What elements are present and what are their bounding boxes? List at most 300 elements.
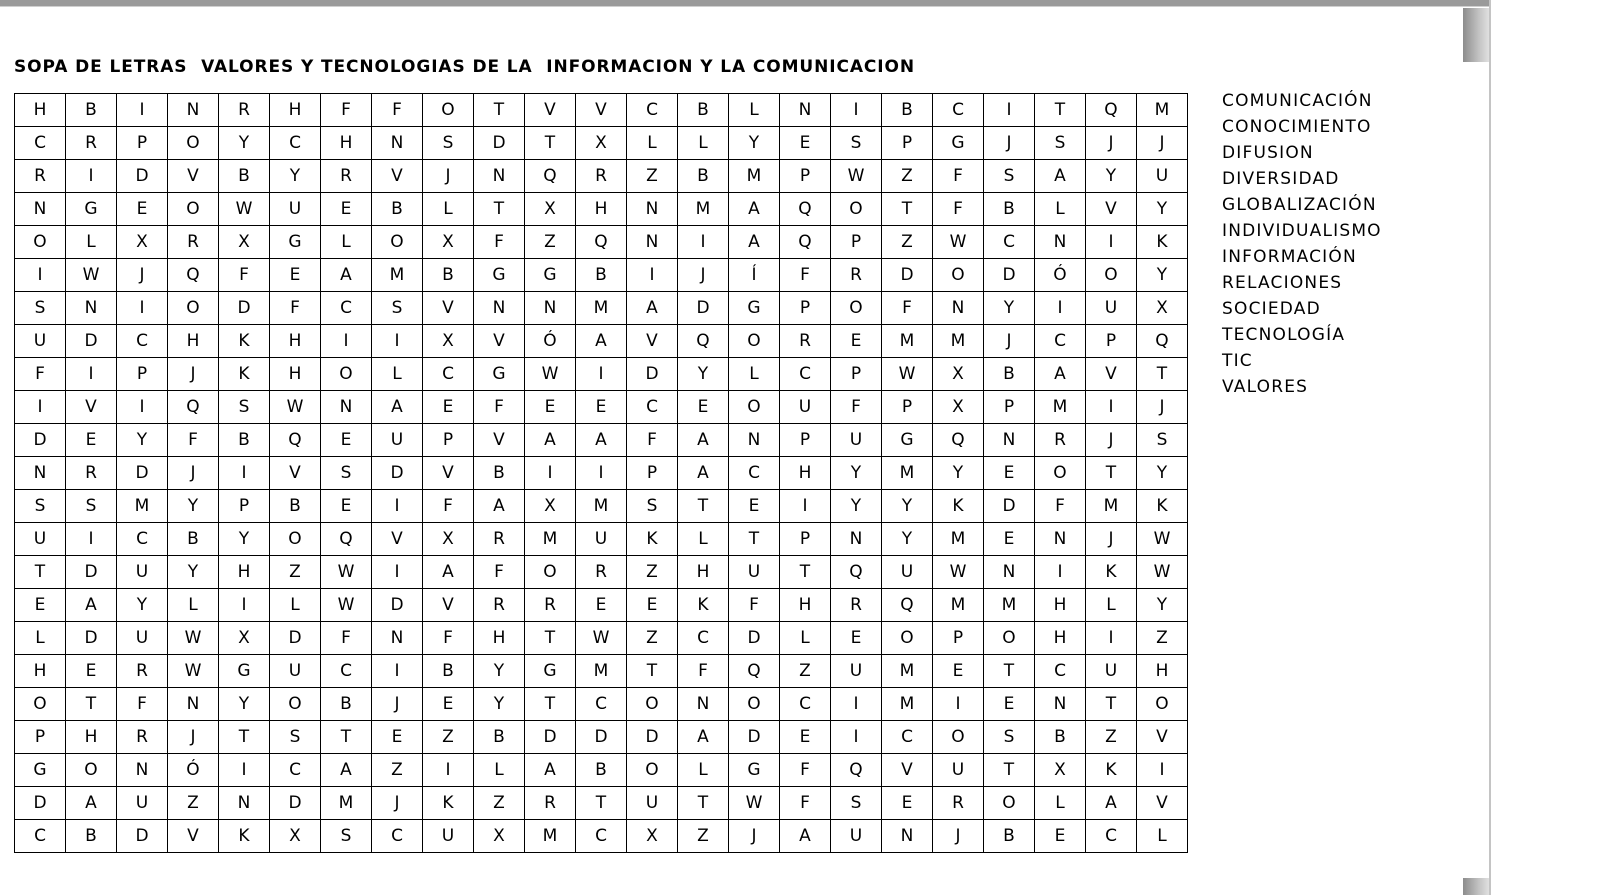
grid-cell: V bbox=[1137, 787, 1188, 820]
word-list-item: INDIVIDUALISMO bbox=[1222, 221, 1382, 241]
grid-cell: C bbox=[270, 754, 321, 787]
grid-cell: I bbox=[678, 226, 729, 259]
grid-cell: Q bbox=[576, 226, 627, 259]
word-list-item: CONOCIMIENTO bbox=[1222, 117, 1372, 137]
grid-cell: K bbox=[423, 787, 474, 820]
grid-cell: F bbox=[780, 754, 831, 787]
grid-cell: B bbox=[882, 94, 933, 127]
grid-cell: S bbox=[372, 292, 423, 325]
grid-cell: O bbox=[984, 787, 1035, 820]
grid-cell: D bbox=[627, 358, 678, 391]
grid-cell: Z bbox=[780, 655, 831, 688]
grid-cell: M bbox=[678, 193, 729, 226]
grid-cell: R bbox=[15, 160, 66, 193]
grid-row bbox=[15, 457, 1188, 490]
grid-cell: I bbox=[576, 457, 627, 490]
grid-cell: Y bbox=[474, 688, 525, 721]
grid-cell: L bbox=[1086, 589, 1137, 622]
grid-cell: U bbox=[117, 787, 168, 820]
grid-cell: F bbox=[678, 655, 729, 688]
grid-cell: N bbox=[66, 292, 117, 325]
grid-cell: W bbox=[933, 226, 984, 259]
grid-cell: U bbox=[270, 193, 321, 226]
grid-cell: R bbox=[66, 457, 117, 490]
grid-cell: K bbox=[627, 523, 678, 556]
grid-cell: B bbox=[678, 160, 729, 193]
grid-cell: V bbox=[1086, 358, 1137, 391]
grid-cell: U bbox=[15, 325, 66, 358]
grid-cell: O bbox=[270, 523, 321, 556]
word-list-item: GLOBALIZACIÓN bbox=[1222, 195, 1377, 215]
grid-cell: R bbox=[66, 127, 117, 160]
grid-cell: Q bbox=[270, 424, 321, 457]
grid-cell: N bbox=[780, 94, 831, 127]
grid-cell: B bbox=[984, 193, 1035, 226]
grid-cell: O bbox=[372, 226, 423, 259]
grid-cell: E bbox=[66, 655, 117, 688]
word-list-item: DIFUSION bbox=[1222, 143, 1314, 163]
grid-cell: H bbox=[1035, 589, 1086, 622]
grid-cell: U bbox=[15, 523, 66, 556]
grid-cell: R bbox=[576, 556, 627, 589]
grid-cell: O bbox=[15, 226, 66, 259]
grid-cell: P bbox=[117, 127, 168, 160]
grid-cell: T bbox=[576, 787, 627, 820]
word-list-item: TECNOLOGÍA bbox=[1222, 325, 1346, 345]
grid-cell: A bbox=[525, 424, 576, 457]
grid-cell: W bbox=[321, 556, 372, 589]
grid-cell: V bbox=[423, 292, 474, 325]
grid-cell: Q bbox=[729, 655, 780, 688]
grid-cell: V bbox=[576, 94, 627, 127]
grid-cell: E bbox=[15, 589, 66, 622]
grid-cell: E bbox=[984, 457, 1035, 490]
grid-cell: Z bbox=[882, 226, 933, 259]
grid-cell: J bbox=[372, 787, 423, 820]
grid-cell: J bbox=[1086, 523, 1137, 556]
grid-cell: N bbox=[15, 193, 66, 226]
grid-cell: C bbox=[1035, 655, 1086, 688]
grid-cell: S bbox=[66, 490, 117, 523]
grid-cell: L bbox=[678, 523, 729, 556]
grid-cell: A bbox=[627, 292, 678, 325]
grid-cell: Í bbox=[729, 259, 780, 292]
grid-cell: I bbox=[627, 259, 678, 292]
grid-row bbox=[15, 820, 1188, 853]
grid-cell: H bbox=[678, 556, 729, 589]
grid-cell: P bbox=[933, 622, 984, 655]
grid-cell: L bbox=[729, 358, 780, 391]
grid-cell: L bbox=[66, 226, 117, 259]
grid-cell: B bbox=[66, 820, 117, 853]
grid-cell: X bbox=[117, 226, 168, 259]
grid-cell: T bbox=[678, 787, 729, 820]
grid-cell: B bbox=[423, 259, 474, 292]
grid-cell: C bbox=[576, 820, 627, 853]
grid-cell: N bbox=[984, 424, 1035, 457]
grid-cell: H bbox=[474, 622, 525, 655]
grid-cell: W bbox=[270, 391, 321, 424]
grid-cell: W bbox=[66, 259, 117, 292]
grid-cell: N bbox=[168, 94, 219, 127]
grid-cell: T bbox=[525, 688, 576, 721]
grid-cell: Y bbox=[219, 523, 270, 556]
grid-cell: Y bbox=[1137, 259, 1188, 292]
grid-cell: S bbox=[321, 820, 372, 853]
grid-cell: Ó bbox=[1035, 259, 1086, 292]
grid-cell: O bbox=[1137, 688, 1188, 721]
grid-cell: I bbox=[372, 655, 423, 688]
grid-cell: I bbox=[1035, 556, 1086, 589]
grid-cell: H bbox=[66, 721, 117, 754]
grid-cell: S bbox=[627, 490, 678, 523]
page-right-edge bbox=[1489, 0, 1491, 895]
grid-row bbox=[15, 358, 1188, 391]
grid-cell: B bbox=[984, 358, 1035, 391]
grid-cell: J bbox=[678, 259, 729, 292]
grid-cell: A bbox=[525, 754, 576, 787]
grid-cell: Y bbox=[117, 424, 168, 457]
grid-cell: D bbox=[117, 820, 168, 853]
grid-cell: C bbox=[15, 820, 66, 853]
grid-cell: C bbox=[627, 94, 678, 127]
grid-cell: A bbox=[678, 721, 729, 754]
grid-cell: I bbox=[117, 391, 168, 424]
grid-cell: N bbox=[168, 688, 219, 721]
grid-cell: X bbox=[474, 820, 525, 853]
grid-cell: I bbox=[831, 721, 882, 754]
grid-cell: V bbox=[372, 160, 423, 193]
grid-cell: X bbox=[576, 127, 627, 160]
grid-cell: O bbox=[321, 358, 372, 391]
grid-cell: I bbox=[66, 358, 117, 391]
grid-cell: N bbox=[474, 160, 525, 193]
grid-cell: Ó bbox=[168, 754, 219, 787]
grid-cell: I bbox=[117, 94, 168, 127]
grid-cell: X bbox=[423, 325, 474, 358]
grid-cell: P bbox=[831, 358, 882, 391]
grid-cell: D bbox=[270, 787, 321, 820]
grid-cell: C bbox=[321, 655, 372, 688]
grid-cell: L bbox=[423, 193, 474, 226]
grid-cell: W bbox=[525, 358, 576, 391]
grid-cell: N bbox=[678, 688, 729, 721]
grid-cell: B bbox=[423, 655, 474, 688]
grid-row bbox=[15, 193, 1188, 226]
grid-cell: U bbox=[576, 523, 627, 556]
grid-cell: S bbox=[1137, 424, 1188, 457]
grid-cell: V bbox=[882, 754, 933, 787]
grid-cell: X bbox=[627, 820, 678, 853]
grid-cell: V bbox=[474, 424, 525, 457]
grid-cell: B bbox=[219, 424, 270, 457]
grid-cell: D bbox=[117, 160, 168, 193]
grid-cell: N bbox=[219, 787, 270, 820]
grid-cell: V bbox=[423, 589, 474, 622]
grid-cell: E bbox=[117, 193, 168, 226]
grid-cell: A bbox=[321, 259, 372, 292]
grid-cell: E bbox=[729, 490, 780, 523]
grid-cell: L bbox=[270, 589, 321, 622]
grid-cell: S bbox=[15, 292, 66, 325]
grid-cell: Q bbox=[780, 193, 831, 226]
grid-cell: F bbox=[372, 94, 423, 127]
grid-cell: O bbox=[1086, 259, 1137, 292]
grid-cell: U bbox=[117, 622, 168, 655]
grid-cell: G bbox=[15, 754, 66, 787]
word-list-item: VALORES bbox=[1222, 377, 1309, 397]
grid-cell: D bbox=[15, 787, 66, 820]
grid-cell: O bbox=[66, 754, 117, 787]
grid-cell: G bbox=[474, 259, 525, 292]
grid-cell: P bbox=[219, 490, 270, 523]
grid-cell: A bbox=[576, 424, 627, 457]
grid-row bbox=[15, 556, 1188, 589]
grid-cell: K bbox=[933, 490, 984, 523]
grid-cell: I bbox=[831, 688, 882, 721]
grid-cell: T bbox=[1086, 457, 1137, 490]
page-title: SOPA DE LETRAS VALORES Y TECNOLOGIAS DE LA INFORMACION Y LA COMUNICACION bbox=[14, 57, 915, 77]
grid-cell: Y bbox=[219, 127, 270, 160]
grid-cell: N bbox=[1035, 226, 1086, 259]
grid-row bbox=[15, 754, 1188, 787]
grid-cell: S bbox=[984, 160, 1035, 193]
grid-cell: C bbox=[117, 523, 168, 556]
grid-cell: E bbox=[780, 721, 831, 754]
grid-cell: P bbox=[984, 391, 1035, 424]
grid-row bbox=[15, 94, 1188, 127]
grid-cell: U bbox=[831, 424, 882, 457]
grid-cell: L bbox=[1137, 820, 1188, 853]
grid-cell: G bbox=[882, 424, 933, 457]
grid-cell: R bbox=[474, 589, 525, 622]
grid-cell: I bbox=[984, 94, 1035, 127]
grid-cell: Y bbox=[678, 358, 729, 391]
scrollbar-thumb[interactable] bbox=[1463, 8, 1489, 62]
grid-cell: N bbox=[984, 556, 1035, 589]
grid-cell: L bbox=[168, 589, 219, 622]
grid-row bbox=[15, 391, 1188, 424]
grid-cell: O bbox=[933, 721, 984, 754]
grid-cell: I bbox=[1086, 226, 1137, 259]
grid-cell: Z bbox=[1086, 721, 1137, 754]
grid-cell: O bbox=[729, 325, 780, 358]
grid-cell: I bbox=[831, 94, 882, 127]
grid-cell: K bbox=[1137, 490, 1188, 523]
grid-cell: I bbox=[423, 754, 474, 787]
grid-cell: R bbox=[321, 160, 372, 193]
grid-cell: E bbox=[321, 193, 372, 226]
grid-row bbox=[15, 259, 1188, 292]
grid-cell: G bbox=[474, 358, 525, 391]
grid-cell: L bbox=[1035, 193, 1086, 226]
grid-cell: H bbox=[576, 193, 627, 226]
word-search-grid bbox=[14, 93, 1188, 853]
grid-cell: I bbox=[66, 523, 117, 556]
grid-cell: P bbox=[627, 457, 678, 490]
grid-cell: H bbox=[1137, 655, 1188, 688]
word-list bbox=[1222, 88, 1382, 400]
grid-cell: J bbox=[933, 820, 984, 853]
grid-cell: R bbox=[831, 259, 882, 292]
grid-cell: A bbox=[780, 820, 831, 853]
grid-cell: I bbox=[933, 688, 984, 721]
grid-cell: H bbox=[168, 325, 219, 358]
grid-cell: S bbox=[219, 391, 270, 424]
grid-cell: I bbox=[117, 292, 168, 325]
grid-cell: G bbox=[219, 655, 270, 688]
grid-cell: N bbox=[1035, 523, 1086, 556]
grid-cell: T bbox=[882, 193, 933, 226]
grid-cell: M bbox=[882, 688, 933, 721]
grid-row bbox=[15, 292, 1188, 325]
grid-cell: X bbox=[1137, 292, 1188, 325]
grid-cell: M bbox=[117, 490, 168, 523]
grid-cell: O bbox=[933, 259, 984, 292]
grid-cell: R bbox=[168, 226, 219, 259]
grid-cell: D bbox=[66, 556, 117, 589]
grid-cell: Y bbox=[219, 688, 270, 721]
grid-cell: D bbox=[984, 259, 1035, 292]
grid-cell: O bbox=[729, 391, 780, 424]
grid-cell: T bbox=[474, 94, 525, 127]
grid-cell: R bbox=[831, 589, 882, 622]
grid-cell: F bbox=[882, 292, 933, 325]
grid-cell: Y bbox=[882, 523, 933, 556]
grid-row bbox=[15, 523, 1188, 556]
grid-cell: Z bbox=[168, 787, 219, 820]
grid-cell: K bbox=[219, 358, 270, 391]
grid-cell: C bbox=[15, 127, 66, 160]
grid-cell: L bbox=[780, 622, 831, 655]
grid-cell: L bbox=[1035, 787, 1086, 820]
grid-cell: E bbox=[321, 424, 372, 457]
grid-cell: W bbox=[933, 556, 984, 589]
grid-cell: O bbox=[270, 688, 321, 721]
scrollbar-bottom-thumb[interactable] bbox=[1463, 878, 1489, 895]
grid-cell: M bbox=[576, 490, 627, 523]
grid-cell: X bbox=[423, 523, 474, 556]
grid-cell: J bbox=[1086, 424, 1137, 457]
grid-cell: Y bbox=[1137, 193, 1188, 226]
grid-cell: K bbox=[1137, 226, 1188, 259]
grid-cell: X bbox=[933, 391, 984, 424]
grid-cell: C bbox=[1086, 820, 1137, 853]
grid-cell: V bbox=[66, 391, 117, 424]
grid-cell: M bbox=[882, 325, 933, 358]
grid-cell: K bbox=[1086, 556, 1137, 589]
grid-cell: L bbox=[372, 358, 423, 391]
grid-cell: V bbox=[372, 523, 423, 556]
grid-cell: J bbox=[423, 160, 474, 193]
grid-cell: R bbox=[780, 325, 831, 358]
grid-cell: O bbox=[729, 688, 780, 721]
grid-cell: T bbox=[1035, 94, 1086, 127]
grid-cell: I bbox=[219, 457, 270, 490]
grid-cell: L bbox=[474, 754, 525, 787]
grid-cell: E bbox=[831, 325, 882, 358]
grid-cell: J bbox=[984, 325, 1035, 358]
grid-cell: T bbox=[984, 655, 1035, 688]
grid-cell: O bbox=[627, 688, 678, 721]
grid-cell: D bbox=[66, 622, 117, 655]
grid-cell: E bbox=[66, 424, 117, 457]
grid-cell: U bbox=[627, 787, 678, 820]
grid-cell: O bbox=[423, 94, 474, 127]
grid-cell: M bbox=[984, 589, 1035, 622]
grid-cell: B bbox=[1035, 721, 1086, 754]
grid-cell: Y bbox=[270, 160, 321, 193]
grid-cell: N bbox=[372, 127, 423, 160]
grid-cell: T bbox=[474, 193, 525, 226]
grid-cell: J bbox=[984, 127, 1035, 160]
grid-cell: I bbox=[576, 358, 627, 391]
grid-cell: E bbox=[423, 688, 474, 721]
grid-cell: F bbox=[780, 259, 831, 292]
grid-cell: Ó bbox=[525, 325, 576, 358]
grid-cell: U bbox=[423, 820, 474, 853]
grid-cell: C bbox=[780, 688, 831, 721]
grid-cell: C bbox=[882, 721, 933, 754]
grid-cell: W bbox=[168, 655, 219, 688]
grid-cell: F bbox=[627, 424, 678, 457]
grid-cell: C bbox=[780, 358, 831, 391]
grid-cell: U bbox=[270, 655, 321, 688]
grid-cell: F bbox=[321, 94, 372, 127]
grid-cell: N bbox=[933, 292, 984, 325]
grid-cell: M bbox=[525, 523, 576, 556]
grid-cell: Y bbox=[882, 490, 933, 523]
grid-cell: Y bbox=[117, 589, 168, 622]
grid-cell: U bbox=[882, 556, 933, 589]
grid-cell: E bbox=[321, 490, 372, 523]
grid-cell: U bbox=[729, 556, 780, 589]
grid-cell: P bbox=[882, 391, 933, 424]
grid-cell: N bbox=[474, 292, 525, 325]
grid-cell: D bbox=[882, 259, 933, 292]
grid-cell: Q bbox=[1137, 325, 1188, 358]
grid-cell: X bbox=[1035, 754, 1086, 787]
grid-cell: P bbox=[1086, 325, 1137, 358]
grid-cell: D bbox=[627, 721, 678, 754]
grid-cell: E bbox=[984, 688, 1035, 721]
grid-cell: M bbox=[576, 292, 627, 325]
grid-cell: X bbox=[933, 358, 984, 391]
grid-cell: U bbox=[1086, 655, 1137, 688]
grid-cell: Q bbox=[525, 160, 576, 193]
grid-cell: M bbox=[1086, 490, 1137, 523]
grid-cell: K bbox=[1086, 754, 1137, 787]
grid-cell: M bbox=[576, 655, 627, 688]
grid-cell: R bbox=[576, 160, 627, 193]
grid-cell: C bbox=[933, 94, 984, 127]
grid-cell: R bbox=[525, 787, 576, 820]
grid-cell: J bbox=[1137, 391, 1188, 424]
grid-cell: P bbox=[423, 424, 474, 457]
grid-cell: F bbox=[15, 358, 66, 391]
grid-row bbox=[15, 622, 1188, 655]
grid-cell: K bbox=[219, 325, 270, 358]
grid-cell: D bbox=[117, 457, 168, 490]
grid-cell: F bbox=[270, 292, 321, 325]
grid-cell: O bbox=[525, 556, 576, 589]
grid-cell: J bbox=[1086, 127, 1137, 160]
grid-cell: O bbox=[15, 688, 66, 721]
grid-cell: R bbox=[1035, 424, 1086, 457]
grid-cell: X bbox=[219, 226, 270, 259]
grid-cell: L bbox=[627, 127, 678, 160]
grid-row bbox=[15, 160, 1188, 193]
